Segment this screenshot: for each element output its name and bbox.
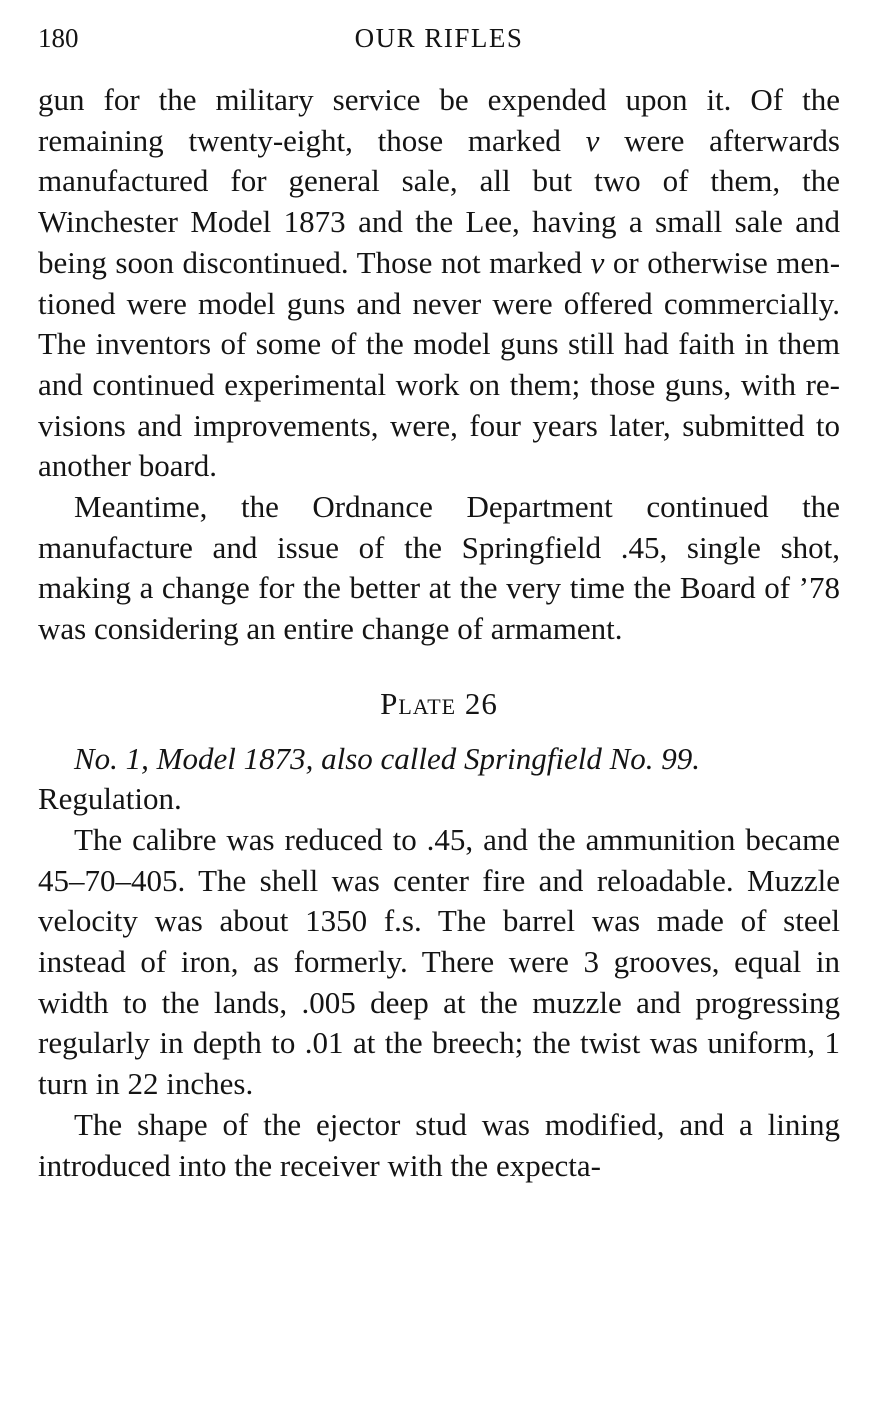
body-text: [38, 80, 840, 1186]
paragraph-meantime: Meantime, the Ordnance Department continued the manufacture and issue of the Springfield .45, single shot, making a change for the better at the very time the Board of ’78 was considering an entire change of armament.: [38, 489, 840, 647]
v-mark: v: [585, 122, 600, 158]
plate-heading: Plate 26: [380, 685, 498, 721]
page-number: 180: [38, 23, 79, 53]
paragraph-calibre: The calibre was reduced to .45, and the ammunition became 45–70–405. The shell was center fire and reloadable. Muzzle velocity was about 1350 f.s. The barrel was made of steel instead of iron, as formerly. There were 3 grooves, equal in width to the lands, .005 deep at the muzzle and progressing regularly in depth to .01 at the breech; the twist was uniform, 1 turn in 22 inches.: [38, 821, 840, 1102]
running-head: [38, 20, 840, 56]
plate-caption-title: No. 1, Model 1873, also called Springfield No. 99.: [74, 740, 700, 776]
paragraph-ejector: The shape of the ejector stud was modified, and a lining introduced into the receiver with the expecta-: [38, 1106, 840, 1183]
plate-caption: [38, 739, 840, 820]
paragraph-text: gun for the military service be expended upon it. Of the remaining twenty-eight, those marked: [38, 82, 840, 158]
paragraph-text: or otherwise mentioned were model guns and never were offered commercially. The inventors of some of the model guns still had faith in them and continued experimental work on them; those guns, with revisions and improvements, were, four years later, submitted to another board.: [38, 244, 841, 484]
plate-caption-regulation: Regulation.: [38, 781, 182, 817]
paragraph-text: were afterwards manufactured for general sale, all but two of them, the Winchester Model 1873 and the Lee, having a small sale and being soon discontinued. Those not marked: [38, 122, 840, 280]
book-page: [38, 0, 840, 1404]
paragraph-continuation: [38, 80, 840, 487]
v-mark: v: [590, 244, 605, 280]
running-title: OUR RIFLES: [354, 23, 524, 53]
